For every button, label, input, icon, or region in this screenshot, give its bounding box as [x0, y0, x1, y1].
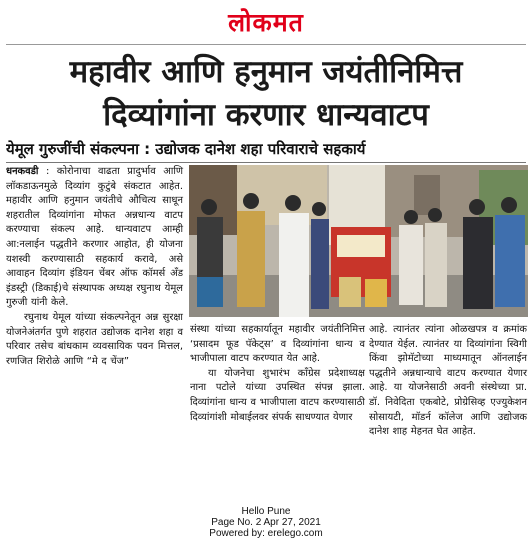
subheadline: येमूल गुरुजींची संकल्पना : उद्योजक दानेश शहा परिवाराचे सहकार्य	[6, 140, 366, 158]
footer-powered-by: Powered by: erelego.com	[209, 528, 323, 539]
lokmat-logo: लोकमत	[228, 8, 304, 37]
subheadline-divider	[6, 162, 526, 163]
footer-page-info: Page No. 2 Apr 27, 2021	[211, 517, 321, 528]
paragraph: रघुनाथ येमूल यांच्या संकल्पनेतून अन्न सुरक्षा योजनेअंतर्गत पुणे शहरात उद्योजक दानेश शहा व परिवार तसेच बांधकाम व्यवसायिक पवन मित्तल, रणजित शिरोळे आणि “मे द चेंज”	[6, 311, 183, 367]
paragraph	[6, 165, 183, 311]
paragraph: संस्था यांच्या सहकार्यातून महावीर जयंतीनिमित्त ‘प्रसादम फूड पॅकेट्स’ व दिव्यांगांना धान्य व भाजीपाला वाटप करण्यात येत आहे.	[190, 324, 365, 365]
photo-group-illustration	[189, 165, 528, 317]
headline-line-2: दिव्यांगांना करणार धान्यवाटप	[103, 97, 429, 133]
news-photo	[189, 165, 528, 317]
article-column-3	[369, 323, 527, 440]
footer-edition: Hello Pune	[241, 506, 291, 517]
paragraph: आहे. त्यानंतर त्यांना ओळखपत्र व क्रमांक देण्यात येईल. त्यानंतर या दिव्यांगांना स्विगी किंवा झोमॅटोच्या माध्यमातून ऑनलाईन पद्धतीने अन्नधान्याचे वाटप करण्यात येणार आहे. या योजनेसाठी अवनी संस्थेच्या प्रा. डॉ. निवेदिता एकबोटे, प्रोग्रेसिव्ह एज्युकेशन सोसायटी, मॉडर्न कॉलेज आणि उद्योजक दानेश शाह मेहनत घेत आहेत.	[369, 324, 527, 438]
paragraph: या योजनेचा शुभारंभ काँग्रेस प्रदेशाध्यक्ष नाना पटोले यांच्या उपस्थित संपन्न झाला. दिव्यांगांना धान्य व भाजीपाला वाटप करण्यासाठी दिव्यांगांशी मोबाईलवर संपर्क साधण्यात येणार	[190, 367, 365, 423]
dateline: धनकवडी	[6, 166, 39, 177]
masthead-divider	[6, 44, 526, 45]
headline-line-1: महावीर आणि हनुमान जयंतीनिमित्त	[69, 54, 463, 90]
article-column-1	[6, 165, 183, 369]
paragraph-text: : कोरोनाचा वाढता प्रादुर्भाव आणि लॉकडाऊनमुळे दिव्यांग कुटुंबे संकटात आहेत. महावीर आणि हनुमान जयंतीचे औचित्य साधून शहरातील दिव्यांगांना मोफत अन्नधान्य वाटप करण्याचा संकल्प आहे. धान्यवाटप आम्ही आ:नलाईन पद्धतीने करणार आहोत, ही योजना यशस्वी करण्यासाठी सहकार्य करावे, असे आवाहन दिव्यांग इंडियन चेंबर ऑफ कॉमर्स अँड इंडस्ट्री (डिकाई)चे संस्थापक अध्यक्ष रघुनाथ येमूल गुरुजी यांनी केले.	[6, 166, 184, 309]
article-column-2	[190, 323, 365, 425]
